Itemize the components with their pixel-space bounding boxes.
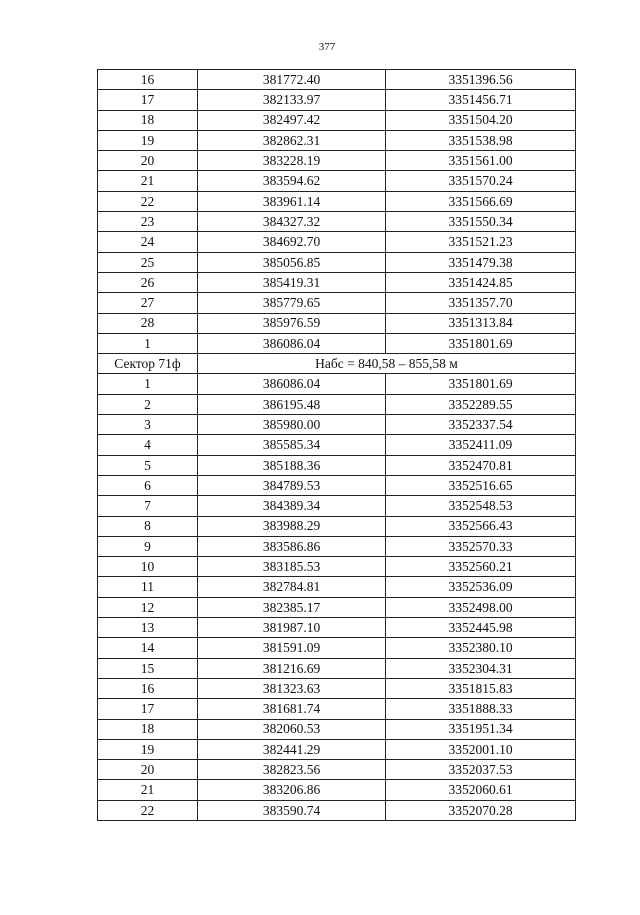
table-row (98, 333, 576, 353)
point-number: 28 (98, 313, 198, 333)
y-coordinate: 3352570.33 (386, 536, 576, 556)
y-coordinate: 3351570.24 (386, 171, 576, 191)
point-number: 18 (98, 110, 198, 130)
x-coordinate: 382497.42 (198, 110, 386, 130)
point-number: 15 (98, 658, 198, 678)
y-coordinate: 3351888.33 (386, 699, 576, 719)
table-row (98, 739, 576, 759)
x-coordinate: 383228.19 (198, 151, 386, 171)
table-row (98, 151, 576, 171)
point-number: 6 (98, 475, 198, 495)
table-row (98, 293, 576, 313)
y-coordinate: 3351424.85 (386, 272, 576, 292)
point-number: 16 (98, 678, 198, 698)
y-coordinate: 3352560.21 (386, 557, 576, 577)
point-number: 10 (98, 557, 198, 577)
table-row (98, 90, 576, 110)
point-number: 17 (98, 90, 198, 110)
table-row (98, 435, 576, 455)
y-coordinate: 3351396.56 (386, 70, 576, 90)
x-coordinate: 385976.59 (198, 313, 386, 333)
x-coordinate: 383206.86 (198, 780, 386, 800)
y-coordinate: 3352566.43 (386, 516, 576, 536)
y-coordinate: 3351561.00 (386, 151, 576, 171)
point-number: 20 (98, 760, 198, 780)
point-number: 18 (98, 719, 198, 739)
x-coordinate: 385419.31 (198, 272, 386, 292)
sector-label: Сектор 71ф (98, 354, 198, 374)
y-coordinate: 3352516.65 (386, 475, 576, 495)
x-coordinate: 383586.86 (198, 536, 386, 556)
y-coordinate: 3351313.84 (386, 313, 576, 333)
table-row (98, 110, 576, 130)
x-coordinate: 382133.97 (198, 90, 386, 110)
point-number: 24 (98, 232, 198, 252)
point-number: 20 (98, 151, 198, 171)
table-row (98, 212, 576, 232)
y-coordinate: 3352445.98 (386, 618, 576, 638)
x-coordinate: 381681.74 (198, 699, 386, 719)
x-coordinate: 383988.29 (198, 516, 386, 536)
table-row (98, 415, 576, 435)
x-coordinate: 384327.32 (198, 212, 386, 232)
y-coordinate: 3352037.53 (386, 760, 576, 780)
table-row (98, 699, 576, 719)
point-number: 8 (98, 516, 198, 536)
point-number: 27 (98, 293, 198, 313)
x-coordinate: 384389.34 (198, 496, 386, 516)
x-coordinate: 383594.62 (198, 171, 386, 191)
sector-header-row (98, 354, 576, 374)
table-row (98, 760, 576, 780)
x-coordinate: 385980.00 (198, 415, 386, 435)
x-coordinate: 382784.81 (198, 577, 386, 597)
y-coordinate: 3351521.23 (386, 232, 576, 252)
point-number: 2 (98, 394, 198, 414)
point-number: 12 (98, 597, 198, 617)
table-row (98, 394, 576, 414)
sector-70-points (98, 70, 576, 354)
y-coordinate: 3351479.38 (386, 252, 576, 272)
point-number: 13 (98, 618, 198, 638)
table-row (98, 516, 576, 536)
point-number: 26 (98, 272, 198, 292)
table-row (98, 475, 576, 495)
x-coordinate: 381987.10 (198, 618, 386, 638)
point-number: 5 (98, 455, 198, 475)
y-coordinate: 3352289.55 (386, 394, 576, 414)
y-coordinate: 3351538.98 (386, 130, 576, 150)
x-coordinate: 386195.48 (198, 394, 386, 414)
table-row (98, 374, 576, 394)
y-coordinate: 3352337.54 (386, 415, 576, 435)
point-number: 4 (98, 435, 198, 455)
sector-71f-points (98, 374, 576, 821)
x-coordinate: 382862.31 (198, 130, 386, 150)
sector-header-section (98, 354, 576, 374)
point-number: 16 (98, 70, 198, 90)
x-coordinate: 381323.63 (198, 678, 386, 698)
x-coordinate: 384692.70 (198, 232, 386, 252)
x-coordinate: 385188.36 (198, 455, 386, 475)
point-number: 21 (98, 780, 198, 800)
y-coordinate: 3352304.31 (386, 658, 576, 678)
sector-height-range: Набс = 840,58 – 855,58 м (198, 354, 576, 374)
point-number: 9 (98, 536, 198, 556)
y-coordinate: 3352548.53 (386, 496, 576, 516)
table-row (98, 780, 576, 800)
table-row (98, 232, 576, 252)
y-coordinate: 3352411.09 (386, 435, 576, 455)
x-coordinate: 383590.74 (198, 800, 386, 820)
point-number: 1 (98, 374, 198, 394)
y-coordinate: 3351815.83 (386, 678, 576, 698)
x-coordinate: 385585.34 (198, 435, 386, 455)
table-row (98, 577, 576, 597)
y-coordinate: 3351566.69 (386, 191, 576, 211)
x-coordinate: 382441.29 (198, 739, 386, 759)
x-coordinate: 382060.53 (198, 719, 386, 739)
point-number: 7 (98, 496, 198, 516)
point-number: 23 (98, 212, 198, 232)
table-row (98, 313, 576, 333)
point-number: 3 (98, 415, 198, 435)
point-number: 19 (98, 130, 198, 150)
x-coordinate: 381591.09 (198, 638, 386, 658)
point-number: 21 (98, 171, 198, 191)
point-number: 19 (98, 739, 198, 759)
page-number: 377 (318, 41, 336, 53)
x-coordinate: 381772.40 (198, 70, 386, 90)
y-coordinate: 3351951.34 (386, 719, 576, 739)
point-number: 11 (98, 577, 198, 597)
x-coordinate: 386086.04 (198, 333, 386, 353)
y-coordinate: 3351456.71 (386, 90, 576, 110)
y-coordinate: 3351801.69 (386, 374, 576, 394)
table-row (98, 496, 576, 516)
x-coordinate: 383961.14 (198, 191, 386, 211)
table-row (98, 171, 576, 191)
y-coordinate: 3352001.10 (386, 739, 576, 759)
table-row (98, 557, 576, 577)
x-coordinate: 385056.85 (198, 252, 386, 272)
y-coordinate: 3351550.34 (386, 212, 576, 232)
y-coordinate: 3352498.00 (386, 597, 576, 617)
x-coordinate: 381216.69 (198, 658, 386, 678)
table-row (98, 252, 576, 272)
point-number: 14 (98, 638, 198, 658)
point-number: 25 (98, 252, 198, 272)
y-coordinate: 3352070.28 (386, 800, 576, 820)
table-row (98, 678, 576, 698)
table-row (98, 70, 576, 90)
table-row (98, 618, 576, 638)
table-row (98, 130, 576, 150)
y-coordinate: 3351504.20 (386, 110, 576, 130)
table-row (98, 272, 576, 292)
table-row (98, 536, 576, 556)
table-row (98, 800, 576, 820)
y-coordinate: 3351801.69 (386, 333, 576, 353)
point-number: 1 (98, 333, 198, 353)
x-coordinate: 382823.56 (198, 760, 386, 780)
x-coordinate: 385779.65 (198, 293, 386, 313)
table-row (98, 191, 576, 211)
point-number: 22 (98, 191, 198, 211)
point-number: 17 (98, 699, 198, 719)
x-coordinate: 386086.04 (198, 374, 386, 394)
table-row (98, 638, 576, 658)
table-row (98, 455, 576, 475)
y-coordinate: 3352380.10 (386, 638, 576, 658)
x-coordinate: 383185.53 (198, 557, 386, 577)
coordinates-table (97, 69, 576, 821)
y-coordinate: 3352536.09 (386, 577, 576, 597)
table-row (98, 597, 576, 617)
y-coordinate: 3352470.81 (386, 455, 576, 475)
x-coordinate: 384789.53 (198, 475, 386, 495)
x-coordinate: 382385.17 (198, 597, 386, 617)
table-row (98, 658, 576, 678)
y-coordinate: 3352060.61 (386, 780, 576, 800)
table-row (98, 719, 576, 739)
y-coordinate: 3351357.70 (386, 293, 576, 313)
point-number: 22 (98, 800, 198, 820)
